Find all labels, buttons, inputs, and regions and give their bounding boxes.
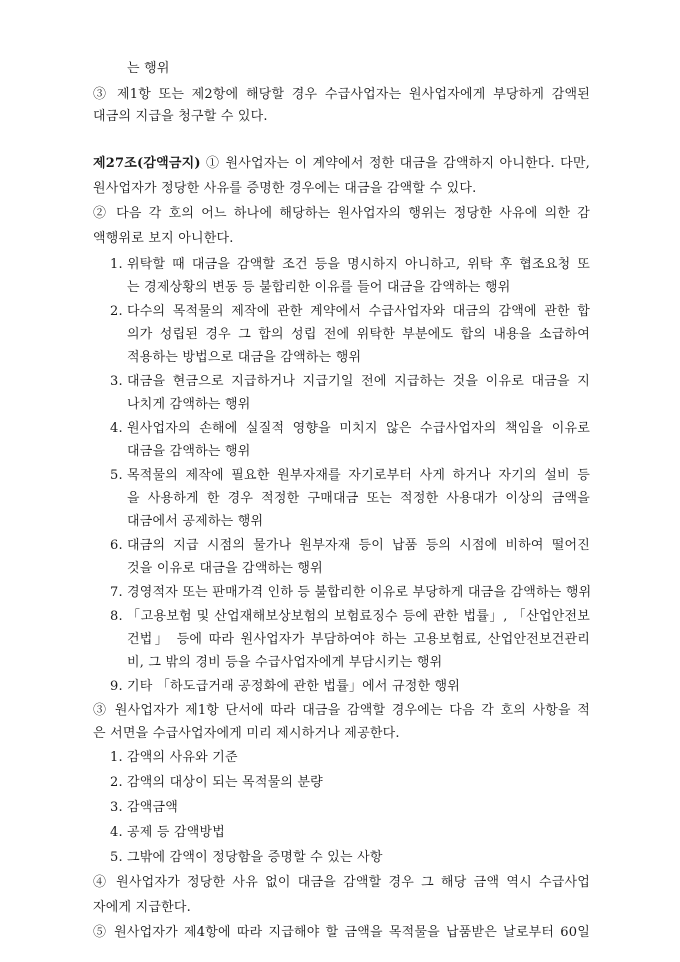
list-item-number: 6.	[110, 538, 123, 553]
list-item-number: 5.	[110, 468, 123, 483]
list-item-number: 1.	[110, 750, 123, 765]
list-item-number: 5.	[110, 850, 123, 865]
prev-item-continuation: 는 행위	[127, 61, 170, 76]
list-item-number: 4.	[110, 825, 123, 840]
article-27-title: 제27조(감액금지)	[93, 156, 201, 171]
list-item-text: 을 사용하게 한 경우 적정한 구매대금 또는 적정한 사용대가 이상의 금액을	[127, 491, 590, 506]
prev-paragraph-3-line-2: 대금의 지급을 청구할 수 있다.	[93, 109, 268, 124]
list-item-text: 다수의 목적물의 제작에 관한 계약에서 수급사업자와 대금의 감액에 관한 합	[127, 304, 590, 319]
list-item-text: 경영적자 또는 판매가격 인하 등 불합리한 이유로 부당하게 대금을 감액하는 행위	[127, 585, 592, 600]
list-item-text: 원사업자의 손해에 실질적 영향을 미치지 않은 수급사업자의 책임을 이유로	[127, 421, 590, 436]
article-27-paragraph-4-line-2: 자에게 지급한다.	[93, 900, 191, 915]
list-item-text: 적용하는 방법으로 대금을 감액하는 행위	[127, 350, 362, 365]
article-27-line-1	[93, 155, 590, 173]
list-item-text: 목적물의 제작에 필요한 원부자재를 자기로부터 사게 하거나 자기의 설비 등	[127, 468, 590, 483]
article-27-paragraph-3-line-1: ③ 원사업자가 제1항 단서에 따라 대금을 감액할 경우에는 다음 각 호의 사항을 적	[93, 703, 590, 718]
list-item-text: 감액의 대상이 되는 목적물의 분량	[127, 775, 323, 790]
article-27-paragraph-1-line-2: 원사업자가 정당한 사유를 증명한 경우에는 대금을 감액할 수 있다.	[93, 181, 477, 196]
list-item-text: 대금을 현금으로 지급하거나 지급기일 전에 지급하는 것을 이유로 대금을 지	[127, 374, 590, 389]
list-item-text: 나치게 감액하는 행위	[127, 397, 251, 412]
list-item-text: 대금에서 공제하는 행위	[127, 514, 264, 529]
article-27-paragraph-2-line-2: 액행위로 보지 아니한다.	[93, 231, 234, 246]
list-item-text: 의가 성립된 경우 그 합의 성립 전에 위탁한 부분에도 합의 내용을 소급하여	[127, 327, 590, 342]
list-item-text: 비, 그 밖의 경비 등을 수급사업자에게 부담시키는 행위	[127, 655, 443, 670]
list-item-text: 는 경제상황의 변동 등 불합리한 이유를 들어 대금을 감액하는 행위	[127, 280, 511, 295]
list-item-text: 「고용보험 및 산업재해보상보험의 보험료징수 등에 관한 법률」, 「산업안전보	[127, 609, 590, 624]
list-item-number: 2.	[110, 775, 123, 790]
list-item-text: 대금의 지급 시점의 물가나 원부자재 등이 납품 등의 시점에 비하여 떨어진	[127, 538, 590, 553]
list-item-number: 3.	[110, 374, 123, 389]
list-item-number: 3.	[110, 800, 123, 815]
list-item-text: 것을 이유로 대금을 감액하는 행위	[127, 561, 323, 576]
list-item-number: 9.	[110, 679, 123, 694]
list-item-number: 8.	[110, 609, 123, 624]
article-27-paragraph-5-line-1: ⑤ 원사업자가 제4항에 따라 지급해야 할 금액을 목적물을 납품받은 날로부터 60일	[93, 925, 590, 940]
article-27-paragraph-2-line-1: ② 다음 각 호의 어느 하나에 해당하는 원사업자의 행위는 정당한 사유에 의한 감	[93, 206, 590, 221]
list-item-number: 7.	[110, 585, 123, 600]
article-27-paragraph-4-line-1: ④ 원사업자가 정당한 사유 없이 대금을 감액할 경우 그 해당 금액 역시 수급사업	[93, 875, 590, 890]
list-item-text: 대금을 감액하는 행위	[127, 444, 251, 459]
list-item-text: 그밖에 감액이 정당함을 증명할 수 있는 사항	[127, 850, 383, 865]
article-27-paragraph-1-text: ① 원사업자는 이 계약에서 정한 대금을 감액하지 아니한다. 다만,	[200, 156, 590, 171]
list-item-number: 1.	[110, 257, 123, 272]
list-item-number: 2.	[110, 304, 123, 319]
list-item-text: 기타 「하도급거래 공정화에 관한 법률」에서 규정한 행위	[127, 679, 461, 694]
list-item-text: 공제 등 감액방법	[127, 825, 225, 840]
article-27-paragraph-3-line-2: 은 서면을 수급사업자에게 미리 제시하거나 제공한다.	[93, 726, 400, 741]
prev-paragraph-3-line-1: ③ 제1항 또는 제2항에 해당할 경우 수급사업자는 원사업자에게 부당하게 감액된	[93, 87, 590, 102]
list-item-text: 위탁할 때 대금을 감액할 조건 등을 명시하지 아니하고, 위탁 후 협조요청 또	[127, 257, 590, 272]
list-item-text: 감액금액	[127, 800, 179, 815]
list-item-text: 감액의 사유와 기준	[127, 750, 238, 765]
list-item-text: 건법」 등에 따라 원사업자가 부담하여야 하는 고용보험료, 산업안전보건관리	[127, 632, 590, 647]
list-item-number: 4.	[110, 421, 123, 436]
